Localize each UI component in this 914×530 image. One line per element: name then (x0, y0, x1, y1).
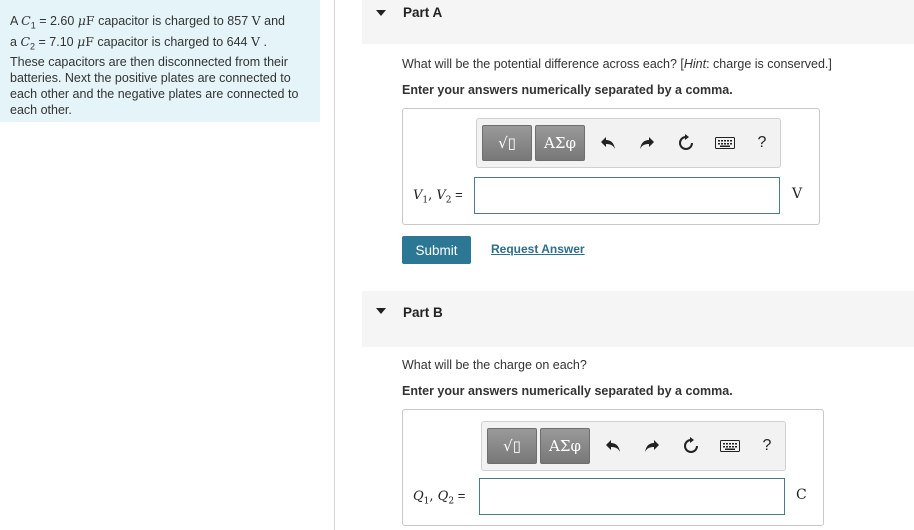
part-b-answer-label: $Q_1$, $Q_2$ = (413, 488, 466, 507)
part-a-unit: V (792, 186, 803, 202)
templates-button[interactable] (482, 125, 532, 161)
help-button[interactable]: ? (757, 134, 767, 151)
problem-line-2: a $C_2 = 7.10$ μF capacitor is charged to 644 V . (10, 33, 267, 51)
part-a-answer-label: $V_1$, $V_2$ = (413, 187, 463, 206)
problem-rest: These capacitors are then disconnected from their batteries. Next the positive plates are connected to each other and the negative plates are connected to each other. (10, 55, 299, 117)
part-a-instruction: Enter your answers numerically separated by a comma. (402, 83, 733, 97)
panel-divider (334, 0, 335, 530)
part-b-question: What will be the charge on each? (402, 358, 587, 372)
part-b-answer-input[interactable] (479, 478, 785, 515)
reset-icon[interactable] (680, 435, 702, 457)
caret-down-icon[interactable] (376, 10, 386, 16)
reset-icon[interactable] (675, 132, 697, 154)
part-b-header[interactable] (362, 291, 914, 347)
part-a-answer-box (402, 108, 820, 225)
part-a-answer-input[interactable] (474, 177, 780, 214)
redo-icon[interactable] (641, 435, 663, 457)
templates-button[interactable] (487, 428, 537, 464)
part-a-header[interactable] (362, 0, 914, 44)
part-b-unit: C (796, 487, 807, 503)
keyboard-icon[interactable] (713, 132, 737, 154)
undo-icon[interactable] (597, 132, 619, 154)
part-a-question: What will be the potential difference across each? [Hint: charge is conserved.] (402, 57, 832, 71)
problem-statement (0, 0, 320, 122)
greek-symbols-button[interactable]: ΑΣφ (535, 125, 585, 161)
keyboard-icon[interactable] (718, 435, 742, 457)
submit-button[interactable]: Submit (402, 236, 471, 264)
greek-symbols-button[interactable]: ΑΣφ (540, 428, 590, 464)
caret-down-icon[interactable] (376, 308, 386, 314)
part-b-answer-box (402, 409, 824, 526)
part-b-title: Part B (403, 305, 443, 320)
redo-icon[interactable] (636, 132, 658, 154)
templates-icon: √▯ (503, 437, 521, 455)
request-answer-link[interactable]: Request Answer (491, 242, 585, 256)
help-button[interactable]: ? (762, 437, 772, 454)
part-b-math-toolbar (481, 421, 786, 471)
part-a-title: Part A (403, 5, 443, 20)
undo-icon[interactable] (602, 435, 624, 457)
problem-line-1: A $C_1 = 2.60$ μF capacitor is charged to 857 V and (10, 13, 286, 31)
part-a-math-toolbar (476, 118, 781, 168)
part-b-instruction: Enter your answers numerically separated by a comma. (402, 384, 733, 398)
templates-icon: √▯ (498, 134, 516, 152)
